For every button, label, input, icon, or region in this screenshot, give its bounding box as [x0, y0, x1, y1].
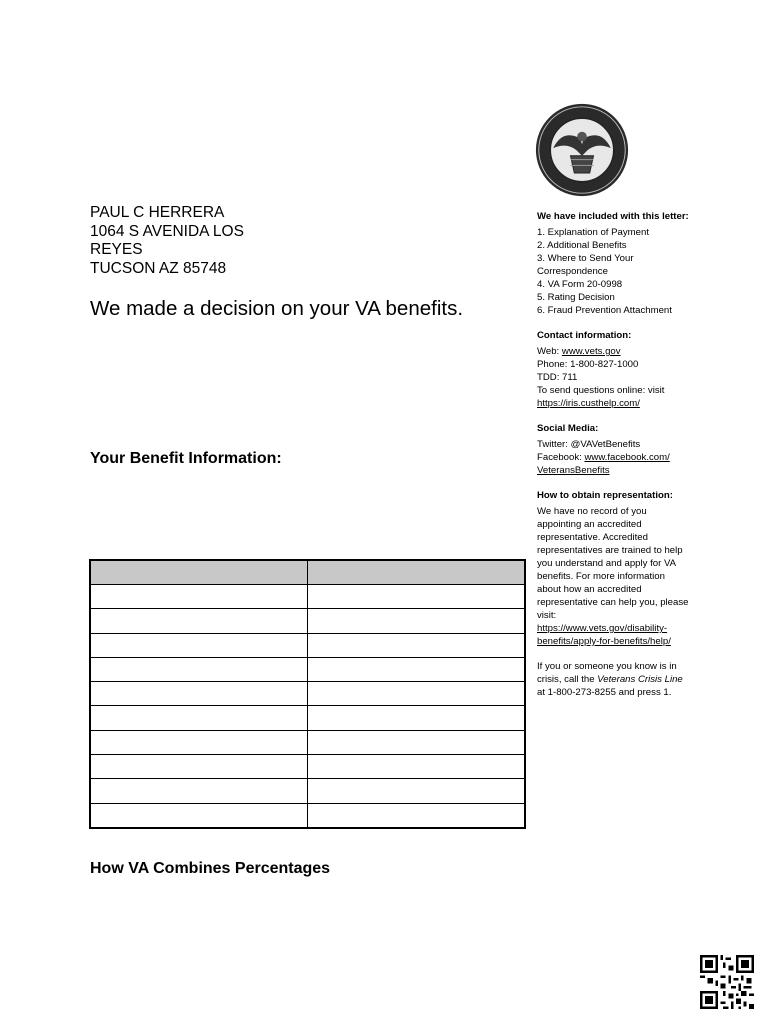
table-header-cell [308, 560, 526, 585]
address-city-state-zip: TUCSON AZ 85748 [90, 259, 227, 277]
table-row [90, 706, 525, 730]
table-cell [308, 730, 526, 754]
table-row [90, 803, 525, 828]
table-cell [90, 803, 308, 828]
representation-text: you understand and apply for VA [537, 558, 677, 569]
table-cell [90, 657, 308, 681]
questions-line: To send questions online: visit [537, 385, 665, 396]
representation-text: about how an accredited [537, 584, 642, 595]
address-line-2: REYES [90, 241, 143, 258]
enclosure-item: Correspondence [537, 266, 608, 277]
table-cell [308, 585, 526, 609]
table-row [90, 633, 525, 657]
table-cell [90, 779, 308, 803]
enclosure-item: 3. Where to Send Your [537, 253, 634, 264]
table-row [90, 682, 525, 706]
representation-text: appointing an accredited [537, 519, 642, 530]
enclosure-item: 4. VA Form 20-0998 [537, 279, 623, 290]
table-cell [90, 682, 308, 706]
recipient-name: PAUL C HERRERA [90, 204, 225, 221]
table-cell [90, 730, 308, 754]
facebook-label: Facebook: [537, 452, 585, 463]
questions-link[interactable]: https://iris.custhelp.com/ [537, 398, 640, 409]
table-cell [308, 706, 526, 730]
contact-heading: Contact information: [537, 330, 632, 341]
table-cell [90, 755, 308, 779]
va-seal-logo [534, 102, 630, 198]
representation-link-continued[interactable]: benefits/apply-for-benefits/help/ [537, 636, 671, 647]
crisis-prefix: crisis, call the [537, 674, 598, 685]
table-row [90, 779, 525, 803]
facebook-line [537, 451, 709, 464]
table-row [90, 609, 525, 633]
representation-link[interactable]: https://www.vets.gov/disability- [537, 623, 668, 634]
table-cell [308, 755, 526, 779]
representation-text: representative. Accredited [537, 532, 648, 543]
representation-text: representatives are trained to help [537, 545, 683, 556]
enclosure-item: 2. Additional Benefits [537, 240, 627, 251]
table-row [90, 755, 525, 779]
web-label: Web: [537, 346, 562, 357]
phone-line: Phone: 1-800-827-1000 [537, 359, 639, 370]
twitter-line: Twitter: @VAVetBenefits [537, 439, 641, 450]
contact-section [537, 329, 709, 410]
table-cell [90, 633, 308, 657]
social-section [537, 422, 709, 477]
enclosures-section [537, 210, 709, 317]
table-cell [90, 585, 308, 609]
table-cell [308, 657, 526, 681]
representation-text: representative can help you, please [537, 597, 689, 608]
representation-section [537, 489, 709, 648]
enclosure-item: 6. Fraud Prevention Attachment [537, 305, 672, 316]
tdd-line: TDD: 711 [537, 372, 578, 383]
table-cell [308, 609, 526, 633]
combine-percentages-heading: How VA Combines Percentages [90, 860, 331, 877]
sidebar [537, 210, 709, 711]
table-row [90, 657, 525, 681]
enclosures-heading: We have included with this letter: [537, 211, 689, 222]
benefit-table [89, 559, 526, 829]
table-row [90, 585, 525, 609]
crisis-line-2 [537, 673, 709, 686]
enclosure-item: 1. Explanation of Payment [537, 227, 649, 238]
crisis-line-name: Veterans Crisis Line [597, 674, 683, 685]
recipient-address [90, 204, 244, 278]
table-header-row [90, 560, 525, 585]
table-cell [308, 633, 526, 657]
crisis-line-3: at 1-800-273-8255 and press 1. [537, 687, 672, 698]
table-header-cell [90, 560, 308, 585]
crisis-line-1: If you or someone you know is in [537, 661, 677, 672]
web-link[interactable]: www.vets.gov [561, 346, 621, 357]
table-row [90, 730, 525, 754]
social-heading: Social Media: [537, 423, 599, 434]
representation-text: benefits. For more information [537, 571, 665, 582]
address-line-1: 1064 S AVENIDA LOS [90, 222, 244, 240]
representation-text: We have no record of you [537, 506, 647, 517]
decision-headline: We made a decision on your VA benefits. [90, 297, 464, 320]
representation-heading: How to obtain representation: [537, 490, 673, 501]
facebook-link[interactable]: www.facebook.com/ [584, 452, 670, 463]
table-cell [90, 706, 308, 730]
table-cell [308, 803, 526, 828]
enclosure-item: 5. Rating Decision [537, 292, 615, 303]
qr-code [700, 955, 754, 1009]
facebook-link-continued[interactable]: VeteransBenefits [537, 465, 610, 476]
table-cell [308, 779, 526, 803]
representation-text: visit: [537, 610, 557, 621]
crisis-section [537, 660, 709, 699]
table-cell [308, 682, 526, 706]
table-cell [90, 609, 308, 633]
benefit-info-heading: Your Benefit Information: [90, 450, 282, 467]
web-line [537, 345, 709, 358]
